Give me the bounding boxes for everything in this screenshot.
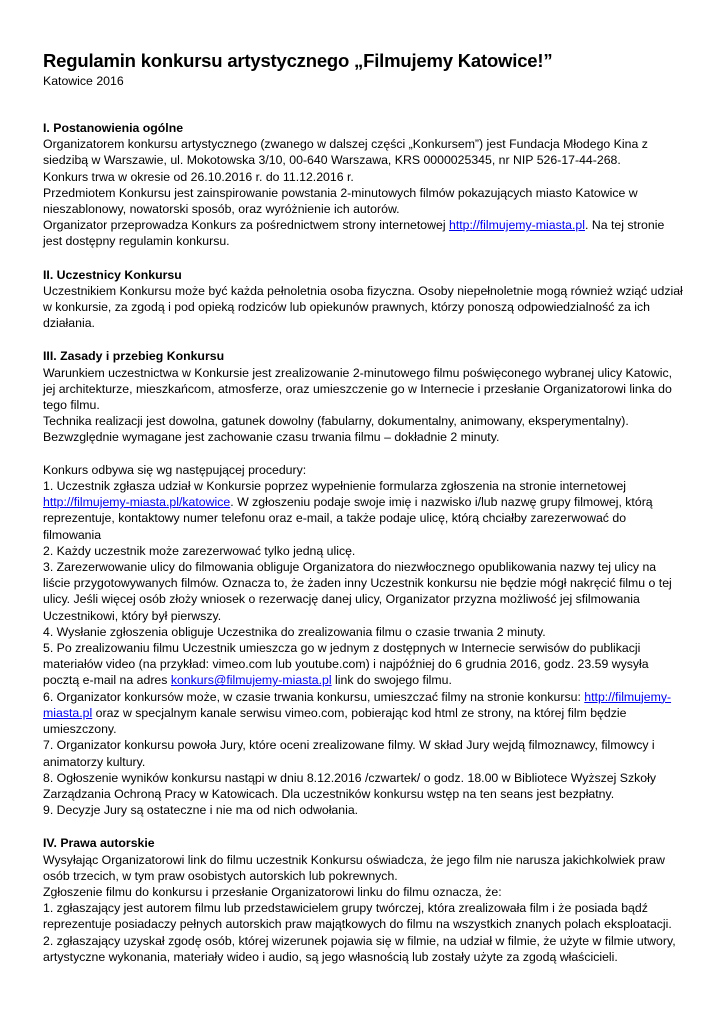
- list-item: 3. Zarezerwowanie ulicy do filmowania obliguje Organizatora do niezwłocznego opublikowania nazwy tej ulicy na liście przygotowywanych filmów. Oznacza to, że żaden inny Uczestnik konkursu nie będzie mógł nakręcić filmu o tej ulicy. Jeśli więcej osób złoży wniosek o rezerwację danej ulicy, Organizator przyzna możliwość jej sfilmowania Uczestnikowi, który był pierwszy.: [43, 560, 672, 623]
- list-item-text: 6. Organizator konkursów może, w czasie trwania konkursu, umieszczać filmy na stronie konkursu:: [43, 689, 585, 704]
- page-title: Regulamin konkursu artystycznego „Filmujemy Katowice!”: [43, 50, 553, 71]
- website-link[interactable]: http://filmujemy-miasta.pl: [43, 689, 672, 720]
- paragraph: Wysyłając Organizatorowi link do filmu uczestnik Konkursu oświadcza, że jego film nie narusza jakichkolwiek praw osób trzecich, w tym praw osobistych autorskich lub pokrewnych.: [43, 852, 665, 883]
- paragraph: Konkurs trwa w okresie od 26.10.2016 r. do 11.12.2016 r.: [43, 169, 354, 184]
- section-copyright: [43, 835, 685, 965]
- list-item: 9. Decyzje Jury są ostateczne i nie ma od nich odwołania.: [43, 803, 359, 818]
- list-item-text: link do swojego filmu.: [331, 673, 452, 688]
- section-rules: [43, 348, 685, 818]
- paragraph-text: Organizator przeprowadza Konkurs za pośrednictwem strony internetowej: [43, 218, 449, 233]
- paragraph: Technika realizacji jest dowolna, gatunek dowolny (fabularny, dokumentalny, animowany, eksperymentalny).: [43, 414, 629, 429]
- list-item-text: oraz w specjalnym kanale serwisu vimeo.com, pobierając kod html ze strony, na której film będzie umieszczony.: [43, 705, 627, 737]
- email-link[interactable]: konkurs@filmujemy-miasta.pl: [170, 673, 332, 688]
- registration-link[interactable]: http://filmujemy-miasta.pl/katowice: [43, 495, 231, 510]
- paragraph: Zgłoszenie filmu do konkursu i przesłanie Organizatorowi linku do filmu oznacza, że:: [43, 884, 502, 899]
- section-heading: IV. Prawa autorskie: [43, 836, 155, 851]
- section-general-provisions: [43, 120, 685, 250]
- paragraph: Organizatorem konkursu artystycznego (zwanego w dalszej części „Konkursem”) jest Fundacja Młodego Kina z siedzibą w Warszawie, ul. Mokotowska 3/10, 00-640 Warszawa, KRS 0000025345, nr NIP 526-17-44-268.: [43, 137, 648, 168]
- list-item-text: 5. Po zrealizowaniu filmu Uczestnik umieszcza go w jednym z dostępnych w Internecie serwisów do publikacji materiałów video (na przykład: vimeo.com lub youtube.com) i najpóźniej do 6 grudnia 2016, godz. 23.59 wysyła pocztą e-mail na adres: [43, 641, 649, 688]
- list-item: [43, 478, 685, 543]
- paragraph-with-link: [43, 217, 685, 249]
- list-item-text: 1. Uczestnik zgłasza udział w Konkursie poprzez wypełnienie formularza zgłoszenia na stronie internetowej: [43, 479, 627, 494]
- list-item: 2. zgłaszający uzyskał zgodę osób, której wizerunek pojawia się w filmie, na udział w filmie, że użyte w filmie utwory, artystyczne wykonania, materiały wideo i audio, są jego własnością lub zostały użyte za zgodą właścicieli.: [43, 933, 676, 964]
- section-participants: [43, 267, 685, 332]
- website-link[interactable]: http://filmujemy-miasta.pl: [449, 218, 585, 233]
- section-heading: II. Uczestnicy Konkursu: [43, 267, 182, 282]
- paragraph: Konkurs odbywa się wg następującej procedury:: [43, 462, 307, 477]
- list-item: 1. zgłaszający jest autorem filmu lub przedstawicielem grupy twórczej, która zrealizowała film i że posiada bądź reprezentuje posiadaczy pełnych autorskich praw majątkowych do filmu na wszystkich znanych polach eksploatacji.: [43, 901, 672, 932]
- list-item: [43, 689, 685, 738]
- paragraph: Bezwzględnie wymagane jest zachowanie czasu trwania filmu – dokładnie 2 minuty.: [43, 430, 500, 445]
- list-item: 7. Organizator konkursu powoła Jury, które oceni zrealizowane filmy. W skład Jury wejdą filmoznawcy, filmowcy i animatorzy kultury.: [43, 738, 655, 769]
- list-item: 4. Wysłanie zgłoszenia obliguje Uczestnika do zrealizowania filmu o czasie trwania 2 minuty.: [43, 624, 546, 639]
- list-item: 8. Ogłoszenie wyników konkursu nastąpi w dniu 8.12.2016 /czwartek/ o godz. 18.00 w Bibliotece Wyższej Szkoły Zarządzania Ochroną Pracy w Katowicach. Dla uczestników konkursu wstęp na ten seans jest bezpłatny.: [43, 770, 656, 801]
- section-heading: I. Postanowienia ogólne: [43, 121, 184, 135]
- paragraph: Przedmiotem Konkursu jest zainspirowanie powstania 2-minutowych filmów pokazujących miasto Katowice w nieszablonowy, nowatorski sposób, oraz wyróżnienie ich autorów.: [43, 185, 638, 217]
- list-item: 2. Każdy uczestnik może zarezerwować tylko jedną ulicę.: [43, 543, 356, 558]
- paragraph: Uczestnikiem Konkursu może być każda pełnoletnia osoba fizyczna. Osoby niepełnoletnie mogą również wziąć udział w konkursie, za zgodą i pod opieką rodziców lub opiekunów prawnych, którzy ponoszą odpowiedzialność za ich działania.: [43, 283, 683, 331]
- list-item-text: . W zgłoszeniu podaje swoje imię i nazwisko i/lub nazwę grupy filmowej, którą reprezentuje, kontaktowy numer telefonu oraz e-mail, a także podaje ulicę, którą chciałby zarezerwować do filmowania: [43, 495, 653, 542]
- list-item: [43, 640, 685, 689]
- section-heading: III. Zasady i przebieg Konkursu: [43, 349, 225, 364]
- blank-line: [43, 446, 685, 462]
- paragraph: Warunkiem uczestnictwa w Konkursie jest zrealizowanie 2-minutowego filmu poświęconego wybranej ulicy Katowic, jej architekturze, mieszkańcom, atmosferze, oraz umieszczenie go w Internecie i przesłanie Organizatorowi linka do tego filmu.: [43, 365, 673, 413]
- page-subtitle: Katowice 2016: [43, 74, 124, 88]
- paragraph-text: . Na tej stronie jest dostępny regulamin konkursu.: [43, 218, 665, 249]
